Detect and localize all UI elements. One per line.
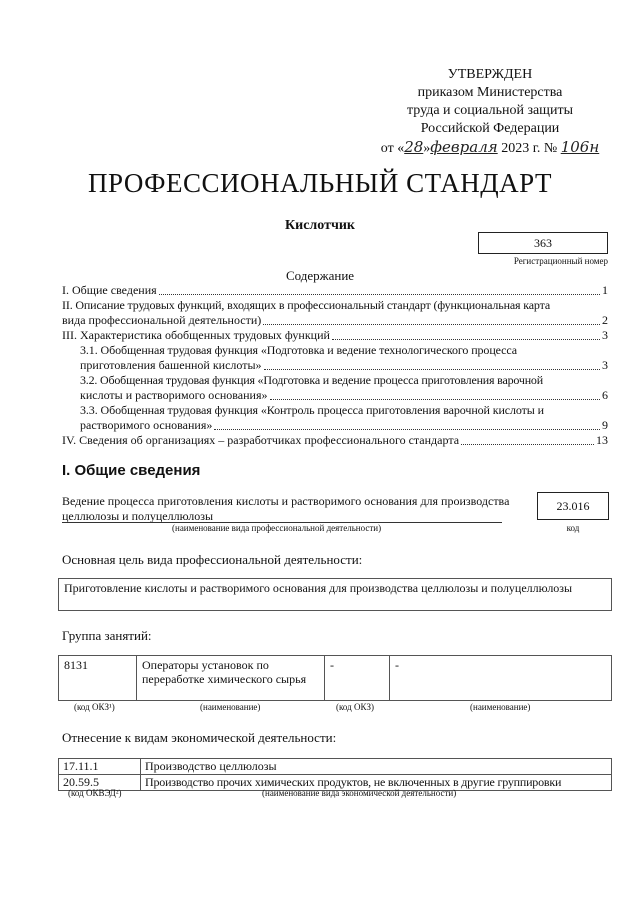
- toc-item-page: 6: [602, 388, 608, 402]
- order-year: 2023 г. №: [497, 141, 561, 156]
- toc-item-page: 1: [602, 283, 608, 297]
- okved-name-cell: Производство целлюлозы: [141, 759, 612, 775]
- profession-name: Кислотчик: [284, 218, 355, 233]
- occupation-group-label: Группа занятий:: [62, 628, 152, 643]
- okz-name-cell: Операторы установок по переработке химического сырья: [137, 656, 325, 701]
- registration-number-box: 363: [478, 232, 608, 254]
- okved-code-cell: 17.11.1: [59, 759, 141, 775]
- toc-item[interactable]: [62, 403, 608, 433]
- toc-item-text: I. Общие сведения: [62, 283, 157, 297]
- order-month: февраля: [430, 138, 498, 156]
- purpose-label: Основная цель вида профессиональной деятельности:: [62, 552, 363, 567]
- table-row: [59, 656, 612, 701]
- toc-item[interactable]: [62, 343, 608, 373]
- toc-title: Содержание: [285, 268, 355, 283]
- toc-item-page: 9: [602, 418, 608, 432]
- order-day: 28: [404, 138, 424, 156]
- okved-name-caption: (наименование вида экономической деятельности): [262, 788, 457, 798]
- okved-name-cell: Производство прочих химических продуктов, не включенных в другие группировки: [141, 775, 612, 791]
- approval-heading: УТВЕРЖДЕН: [447, 67, 533, 82]
- order-prefix: от «: [380, 141, 405, 156]
- toc-item[interactable]: [62, 328, 608, 343]
- activity-caption: (наименование вида профессиональной деятельности): [172, 523, 382, 533]
- toc-item-page: 3: [602, 328, 608, 342]
- toc-item[interactable]: [62, 283, 608, 298]
- activity-code-box: 23.016: [537, 492, 609, 520]
- toc-item-text: 3.3. Обобщенная трудовая функция «Контроль процесса приготовления варочной кислоты и: [80, 403, 544, 417]
- table-row: [59, 759, 612, 775]
- order-line: [380, 138, 600, 158]
- okz-code-cell: 8131: [59, 656, 137, 701]
- toc-item-text-cont: вида профессиональной деятельности): [62, 313, 262, 327]
- toc-item-page: 3: [602, 358, 608, 372]
- toc-item-text: III. Характеристика обобщенных трудовых функций: [62, 328, 330, 342]
- section-heading: I. Общие сведения: [62, 462, 201, 479]
- okved-label: Отнесение к видам экономической деятельности:: [62, 730, 337, 745]
- okz-code-cell-2: -: [325, 656, 390, 701]
- toc-item-text-cont: растворимого основания»: [80, 418, 213, 432]
- order-number: 106н: [560, 138, 600, 156]
- purpose-box: Приготовление кислоты и растворимого основания для производства целлюлозы и полуцеллюлозы: [58, 578, 612, 611]
- registration-number-label: Регистрационный номер: [513, 256, 608, 266]
- approval-line-3: Российской Федерации: [420, 121, 560, 136]
- toc-item-text: IV. Сведения об организациях – разработчиках профессионального стандарта: [62, 433, 460, 447]
- toc-item-page: 2: [602, 313, 608, 327]
- table-of-contents: [62, 283, 608, 448]
- occupation-group-table: [58, 655, 612, 701]
- approval-line-2: труда и социальной защиты: [407, 103, 573, 118]
- approval-block: [380, 66, 600, 158]
- approval-line-1: приказом Министерства: [417, 85, 563, 100]
- toc-item-text: 3.1. Обобщенная трудовая функция «Подготовка и ведение технологического процесса: [80, 343, 517, 357]
- okz-name-cell-2: -: [390, 656, 612, 701]
- activity-kind: Ведение процесса приготовления кислоты и растворимого основания для производства целлюлозы и полуцеллюлозы: [62, 494, 510, 523]
- toc-item[interactable]: [62, 373, 608, 403]
- toc-item-text: 3.2. Обобщенная трудовая функция «Подготовка и ведение процесса приготовления варочной: [80, 373, 543, 387]
- okz-code-caption-2: (код ОКЗ): [336, 702, 374, 712]
- okz-name-caption-2: (наименование): [470, 702, 531, 712]
- toc-item[interactable]: [62, 298, 608, 328]
- order-mid: »: [423, 141, 431, 156]
- toc-item-text-cont: приготовления башенной кислоты»: [80, 358, 262, 372]
- okved-code-caption: (код ОКВЭД²): [68, 788, 122, 798]
- okved-table: [58, 758, 612, 791]
- activity-code-caption: код: [566, 523, 580, 533]
- okved-code-cell: 20.59.5: [59, 775, 141, 791]
- toc-item-text-cont: кислоты и растворимого основания»: [80, 388, 268, 402]
- toc-item[interactable]: [62, 433, 608, 448]
- okz-code-caption: (код ОКЗ¹): [74, 702, 115, 712]
- document-title: ПРОФЕССИОНАЛЬНЫЙ СТАНДАРТ: [87, 168, 553, 198]
- okz-name-caption: (наименование): [200, 702, 261, 712]
- toc-item-text: II. Описание трудовых функций, входящих в профессиональный стандарт (функциональная карта: [62, 298, 551, 312]
- toc-item-page: 13: [596, 433, 608, 447]
